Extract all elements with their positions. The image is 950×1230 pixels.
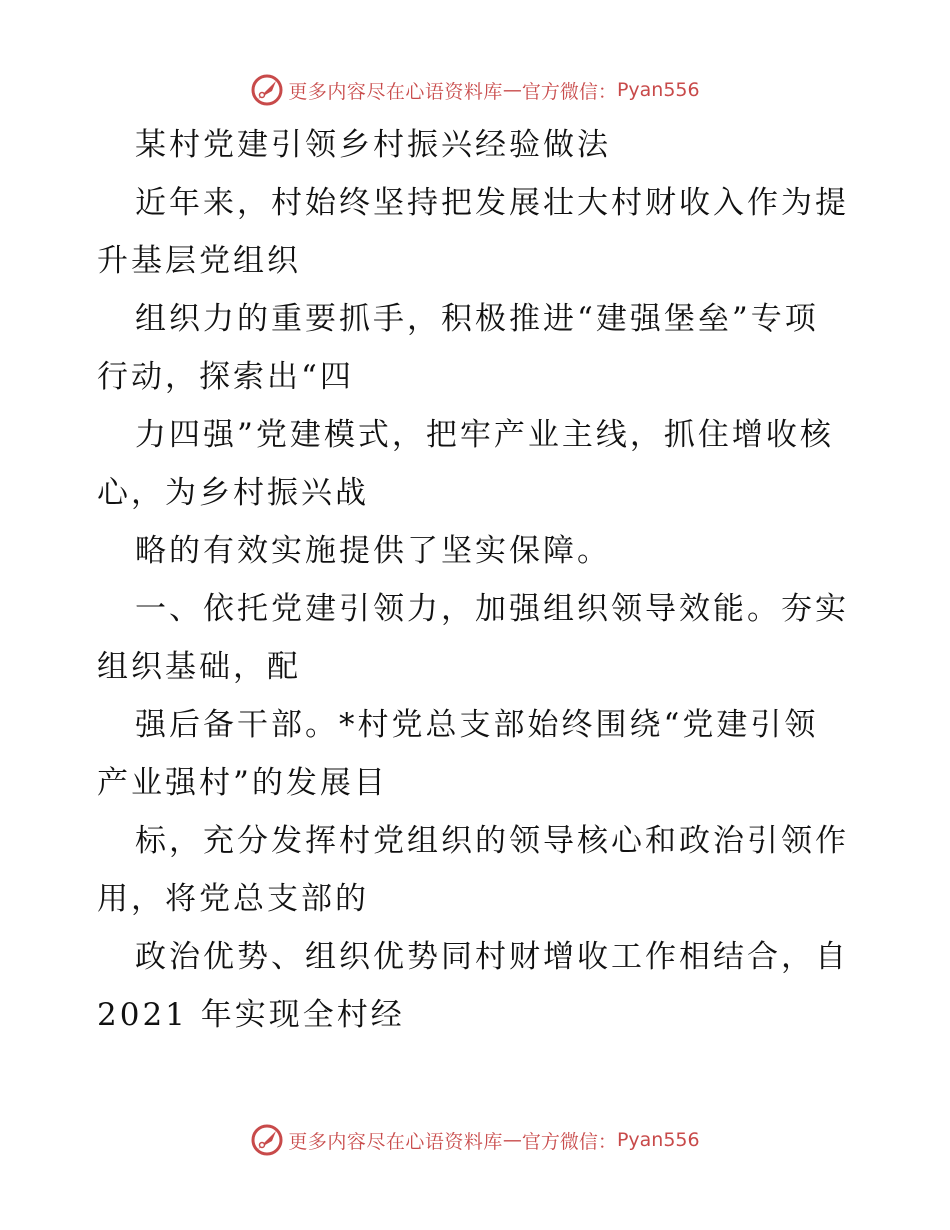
text-line: 产业强村”的发展目 <box>97 765 388 801</box>
header-watermark <box>0 70 950 110</box>
text-line: 用，将党总支部的 <box>97 881 369 917</box>
text-line: 略的有效实施提供了坚实保障。 <box>135 533 611 569</box>
text-line: 升基层党组织 <box>97 243 301 279</box>
watermark-wechat-label: 官方微信： <box>521 80 617 103</box>
watermark-wechat-id: Pyan556 <box>616 79 700 101</box>
document-title: 某村党建引领乡村振兴经验做法 <box>135 127 611 163</box>
text-line: 近年来，村始终坚持把发展壮大村财收入作为提 <box>135 185 849 221</box>
text-line: 强后备干部。*村党总支部始终围绕“党建引领 <box>135 707 819 743</box>
watermark-separator: — <box>502 79 522 101</box>
watermark-site-text: 更多内容尽在心语资料库 <box>288 1130 503 1153</box>
text-line: 标，充分发挥村党组织的领导核心和政治引领作 <box>135 823 849 859</box>
watermark-separator: — <box>502 1129 522 1151</box>
watermark-wechat-label: 官方微信： <box>521 1130 617 1153</box>
text-line: 行动，探索出“四 <box>97 359 354 395</box>
watermark-wechat-id: Pyan556 <box>616 1129 700 1151</box>
text-line: 一、依托党建引领力，加强组织领导效能。夯实 <box>135 591 849 627</box>
footer-watermark <box>0 1120 950 1160</box>
quill-logo-icon <box>250 1123 284 1157</box>
text-line: 组织基础，配 <box>97 649 301 685</box>
quill-logo-icon <box>250 73 284 107</box>
text-line: 力四强”党建模式，把牢产业主线，抓住增收核 <box>135 417 834 453</box>
text-line: 2021 年实现全村经 <box>97 997 405 1033</box>
watermark-site-text: 更多内容尽在心语资料库 <box>288 80 503 103</box>
document-body <box>97 116 853 1044</box>
text-line: 心，为乡村振兴战 <box>97 475 369 511</box>
text-line: 政治优势、组织优势同村财增收工作相结合，自 <box>135 939 849 975</box>
text-line: 组织力的重要抓手，积极推进“建强堡垒”专项 <box>135 301 819 337</box>
